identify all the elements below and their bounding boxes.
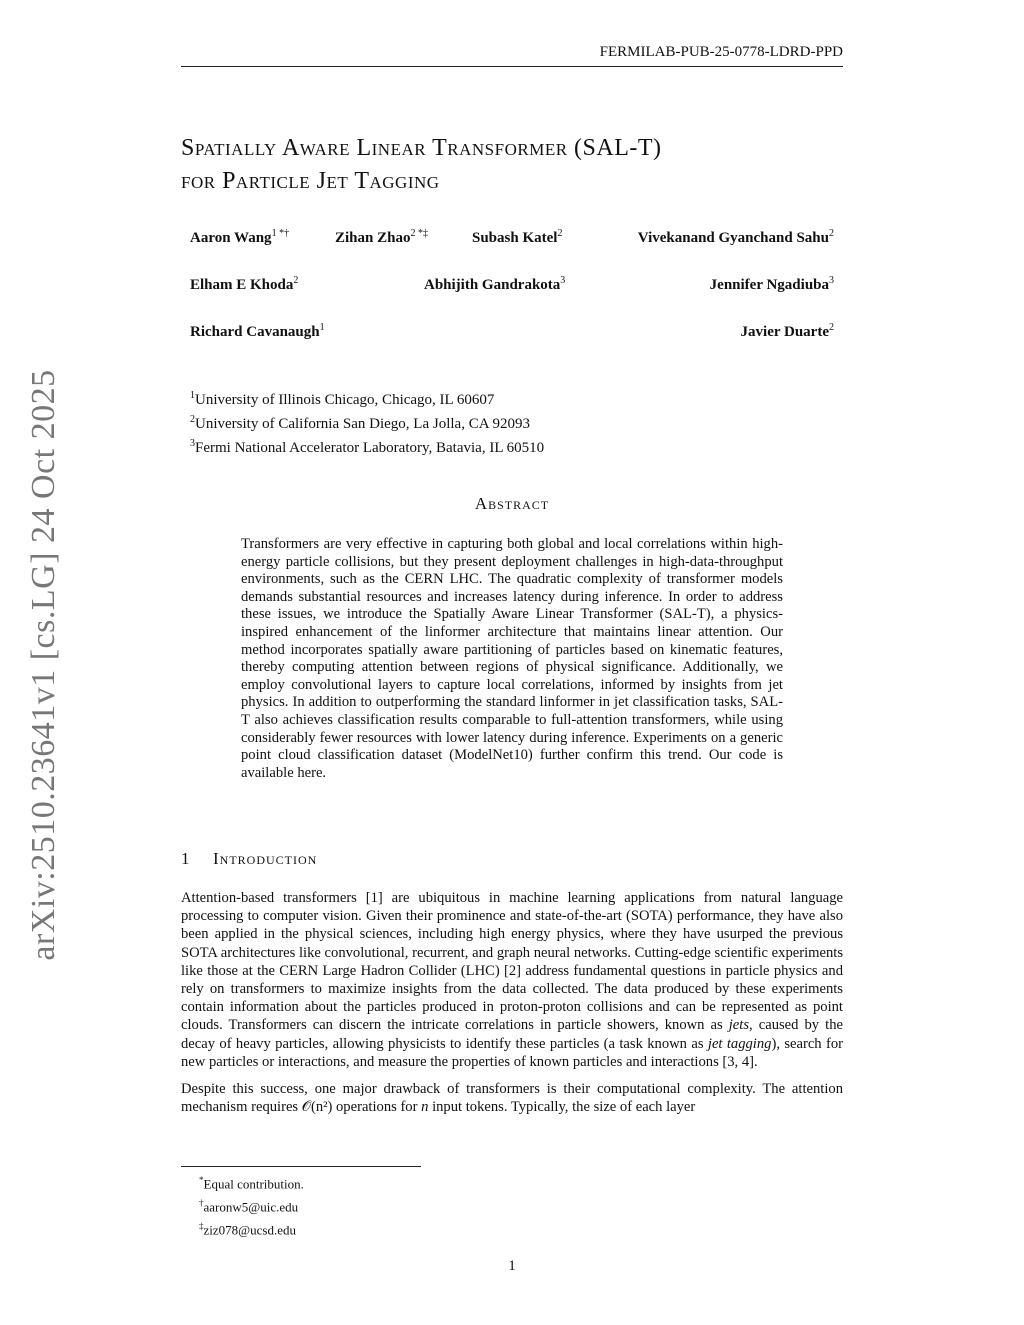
affiliations [190, 386, 544, 458]
author: Vivekanand Gyanchand Sahu$^2$ [637, 228, 834, 246]
abstract-text: Transformers are very effective in capturing both global and local correlations within high-energy particle collisions, but they present deployment challenges in high-data-throughput environments, such as the CERN LHC. The quadratic complexity of transformer models demands substantial resources and increases latency during inference. In order to address these issues, we introduce the Spatially Aware Linear Transformer (SAL-T), a physics-inspired enhancement of the linformer architecture that maintains linear attention. Our method incorporates spatially aware partitioning of particles based on kinematic features, thereby computing attention between regions of physical significance. Additionally, we employ convolutional layers to capture local correlations, informed by insights from jet physics. In addition to outperforming the standard linformer in jet classification tasks, SAL-T also achieves classification results comparable to full-attention transformers, while using considerably fewer resources with lower latency during inference. Experiments on a generic point cloud classification dataset (ModelNet10) further confirm this trend. Our code is available here. [241, 536, 783, 781]
section-number: 1 [181, 849, 190, 868]
footnote: *Equal contribution. [199, 1175, 304, 1192]
affiliation: $^2$University of California San Diego, La Jolla, CA 92093 [190, 414, 530, 432]
affiliation: $^1$University of Illinois Chicago, Chicago, IL 60607 [190, 390, 495, 408]
arxiv-stamp: arXiv:2510.23641v1 [cs.LG] 24 Oct 2025 [25, 369, 62, 961]
page-number: 1 [508, 1258, 516, 1274]
paragraph: Attention-based transformers [1] are ubiquitous in machine learning applications from natural language processing to computer vision. Given their prominence and state-of-the-art (SOTA) performance, they have also been applied in the physical sciences, including high energy physics, where they have usurped the previous SOTA architectures like convolutional, recurrent, and graph neural networks. Cutting-edge scientific experiments like those at the CERN Large Hadron Collider (LHC) [2] address fundamental questions in particle physics and rely on transformers to maximize insights from the data collected. The data produced by these experiments contain information about the particles produced in proton-proton collisions and can be represented as point clouds. Transformers can discern the intricate correlations in particle showers, known as jets, caused by the decay of heavy particles, allowing physicists to identify these particles (a task known as jet tagging), search for new particles or interactions, and measure the properties of known particles and interactions [3, 4]. [181, 890, 843, 1070]
section-heading [181, 849, 317, 869]
abstract-heading: Abstract [474, 494, 550, 513]
introduction-body [181, 889, 843, 1125]
math-big-o: 𝒪(n²) [301, 1099, 333, 1116]
footnote: ‡ziz078@ucsd.edu [199, 1220, 296, 1237]
footnote-rule [181, 1166, 421, 1167]
report-id: FERMILAB-PUB-25-0778-LDRD-PPD [599, 44, 843, 60]
footnote: †aaronw5@uic.edu [199, 1197, 299, 1215]
paper-title [181, 132, 861, 198]
title-line-1: Spatially Aware Linear Transformer (SAL-T) [181, 135, 662, 161]
author: Jennifer Ngadiuba$^3$ [709, 275, 834, 293]
affiliation: $^3$Fermi National Accelerator Laboratory, Batavia, IL 60510 [190, 438, 545, 456]
section-title: Introduction [213, 849, 318, 868]
title-line-2: for Particle Jet Tagging [181, 168, 440, 194]
author: Aaron Wang$^{1 *\dagger}$ [190, 228, 290, 246]
paragraph: Despite this success, one major drawback of transformers is their computational complexity. The attention mechanism requires 𝒪(n²) operations for n input tokens. Typically, the size of each layer [181, 1081, 843, 1116]
author: Subash Katel$^2$ [472, 228, 563, 246]
author: Abhijith Gandrakota$^3$ [424, 275, 566, 293]
author: Zihan Zhao$^{2 *\ddagger}$ [335, 228, 428, 246]
math-n: n [421, 1099, 429, 1116]
author: Richard Cavanaugh$^1$ [190, 322, 325, 340]
author: Javier Duarte$^2$ [740, 322, 834, 340]
header-rule [181, 66, 843, 67]
footnotes [199, 1171, 304, 1239]
author: Elham E Khoda$^2$ [190, 275, 299, 293]
